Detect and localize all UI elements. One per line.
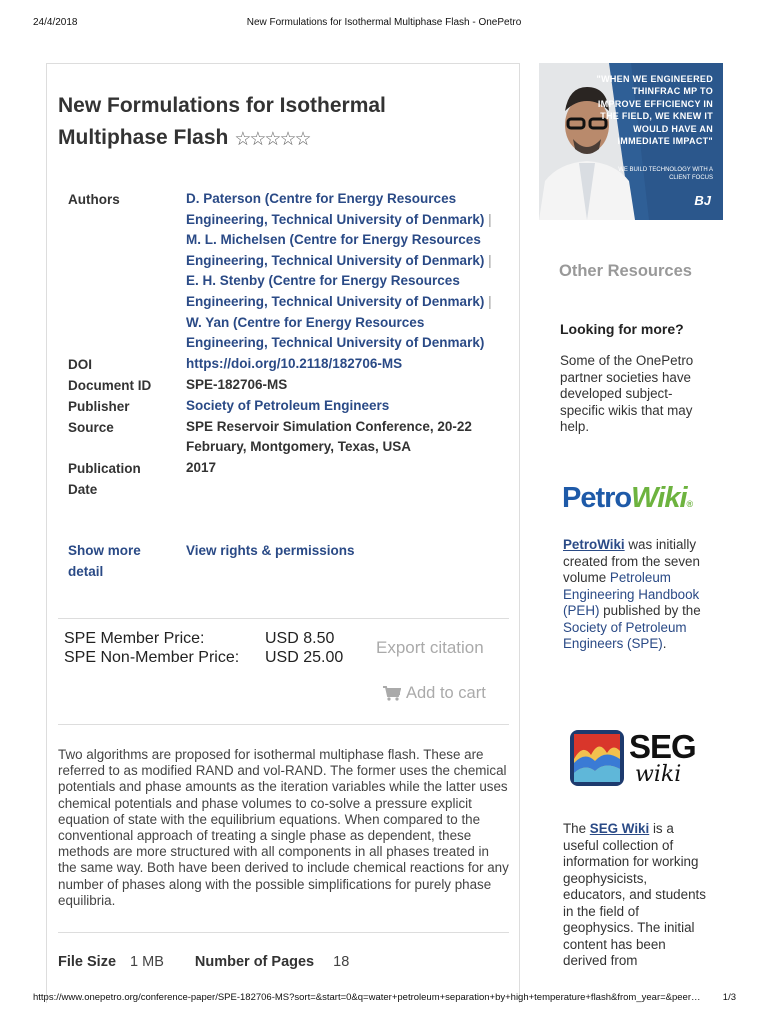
seg-logo-icon (569, 729, 625, 787)
peh-link[interactable]: Petroleum Engineering Handbook (PEH) (563, 570, 700, 618)
authors-list (186, 189, 498, 354)
nonmember-price-row (64, 648, 343, 667)
publication-date-value: 2017 (186, 459, 217, 475)
cart-icon (383, 686, 401, 701)
authors-row (68, 189, 498, 354)
author-separator: | (488, 252, 492, 268)
advertisement-banner[interactable] (539, 63, 723, 220)
detail-links (68, 540, 498, 582)
page-count-label: Number of Pages (194, 954, 315, 970)
author-separator: | (488, 293, 492, 309)
doi-link[interactable]: https://doi.org/10.2118/182706-MS (186, 355, 403, 371)
add-to-cart-button[interactable] (383, 684, 486, 703)
looking-for-more-heading: Looking for more? (560, 321, 684, 337)
show-more-detail-link[interactable]: Show more detail (68, 543, 141, 579)
seg-logo-wiki: wiki (635, 762, 682, 787)
seg-wiki-description (563, 821, 713, 970)
abstract-text: Two algorithms are proposed for isothermal multiphase flash. These are referred to as modified RAND and vol-RAND. The former uses the chemical potentials and phase amounts as the iteration variables while the latter uses chemical potentials and phase volumes to co-solve a pressure explicit equation of state with the equilibrium equations. When compared to the conventional approach of treating a single phase as dependent, these methods are more structured with all components in all phases treated in the same way. Both have been derived to include chemical reactions for any number of phases along with the possible simplifications for purely phase equilibria. (58, 747, 509, 908)
petrowiki-link[interactable]: PetroWiki (563, 537, 625, 552)
divider (58, 618, 509, 619)
doi-label: DOI (68, 356, 93, 372)
authors-label: Authors (68, 192, 120, 207)
publisher-row (68, 396, 498, 417)
petrowiki-text: . (662, 636, 667, 651)
source-label: Source (68, 419, 114, 435)
petrowiki-logo-petro: Petro (562, 482, 632, 514)
ad-quote: "WHEN WE ENGINEERED THINFRAC MP TO IMPROVE EFFICIENCY IN THE FIELD, WE KNEW IT WOULD HAVE AN IMMEDIATE IMPACT" (596, 74, 713, 147)
author-separator: | (488, 211, 492, 227)
author-link[interactable]: W. Yan (Centre for Energy Resources Engineering, Technical University of Denmark) (186, 314, 485, 351)
nonmember-price-value: USD 25.00 (265, 649, 344, 666)
doi-row (68, 354, 498, 375)
paper-title-text: New Formulations for Isothermal Multiphase Flash (58, 94, 386, 149)
seg-wiki-logo[interactable] (569, 728, 699, 788)
file-size-label: File Size (58, 954, 117, 970)
print-date: 24/4/2018 (33, 17, 78, 28)
source-value: SPE Reservoir Simulation Conference, 20-22 February, Montgomery, Texas, USA (186, 418, 472, 455)
document-id-value: SPE-182706-MS (186, 376, 288, 392)
print-url: https://www.onepetro.org/conference-paper/SPE-182706-MS?sort=&start=0&q=water+petroleum+separation+by+high+temperature+flash&from_year=&peer… (33, 992, 701, 1003)
ad-logo: BJ (694, 193, 711, 208)
author-link[interactable]: M. L. Michelsen (Centre for Energy Resources Engineering, Technical University of Denmark) (186, 232, 485, 268)
view-rights-link[interactable]: View rights & permissions (186, 543, 355, 558)
print-title: New Formulations for Isothermal Multiphase Flash - OnePetro (246, 17, 522, 28)
seg-logo-text: SEG (629, 728, 696, 765)
registered-icon: ® (686, 499, 693, 509)
divider (58, 932, 509, 933)
rating-stars[interactable]: ☆☆☆☆☆ (234, 129, 310, 150)
other-resources-heading: Other Resources (559, 262, 692, 280)
paper-card (46, 63, 520, 1003)
resources-intro: Some of the OnePetro partner societies have developed subject-specific wikis that may help. (560, 353, 694, 434)
export-citation-button[interactable]: Export citation (376, 638, 484, 657)
nonmember-price-label: SPE Non-Member Price: (64, 649, 240, 666)
document-id-label: Document ID (68, 377, 152, 393)
petrowiki-description (563, 537, 713, 653)
petrowiki-logo-wiki: Wiki (631, 482, 687, 514)
petrowiki-text: published by the (599, 603, 701, 618)
publication-date-label: Publication Date (68, 460, 141, 497)
price-block (64, 629, 343, 667)
publisher-link[interactable]: Society of Petroleum Engineers (186, 397, 390, 413)
petrowiki-logo[interactable] (562, 482, 692, 515)
author-link[interactable]: E. H. Stenby (Centre for Energy Resources Engineering, Technical University of Denmark) (186, 273, 485, 309)
member-price-value: USD 8.50 (265, 630, 335, 647)
file-size-value: 1 MB (130, 954, 164, 970)
seg-text: is a useful collection of information for working geophysicists, educators, and students in the field of geophysics. The initial content has been derived from (563, 821, 706, 968)
source-row (68, 417, 498, 458)
spe-link[interactable]: Society of Petroleum Engineers (SPE) (563, 619, 687, 651)
publication-date-row (68, 458, 498, 500)
add-to-cart-label: Add to cart (406, 684, 486, 702)
document-id-row (68, 375, 498, 396)
paper-title (58, 90, 458, 156)
seg-text: The (563, 821, 590, 836)
petrowiki-text: was initially created from the seven volume (563, 537, 700, 585)
publisher-label: Publisher (68, 398, 130, 414)
member-price-label: SPE Member Price: (64, 630, 205, 647)
seg-wiki-link[interactable]: SEG Wiki (589, 821, 650, 836)
author-link[interactable]: D. Paterson (Centre for Energy Resources Engineering, Technical University of Denmark) (186, 191, 485, 227)
file-info (58, 954, 349, 970)
metadata-table (68, 189, 498, 500)
divider (58, 724, 509, 725)
ad-tagline: WE BUILD TECHNOLOGY WITH A CLIENT FOCUS (618, 167, 713, 181)
member-price-row (64, 629, 343, 648)
print-page-number: 1/3 (722, 992, 736, 1003)
page-count-value: 18 (333, 954, 350, 970)
